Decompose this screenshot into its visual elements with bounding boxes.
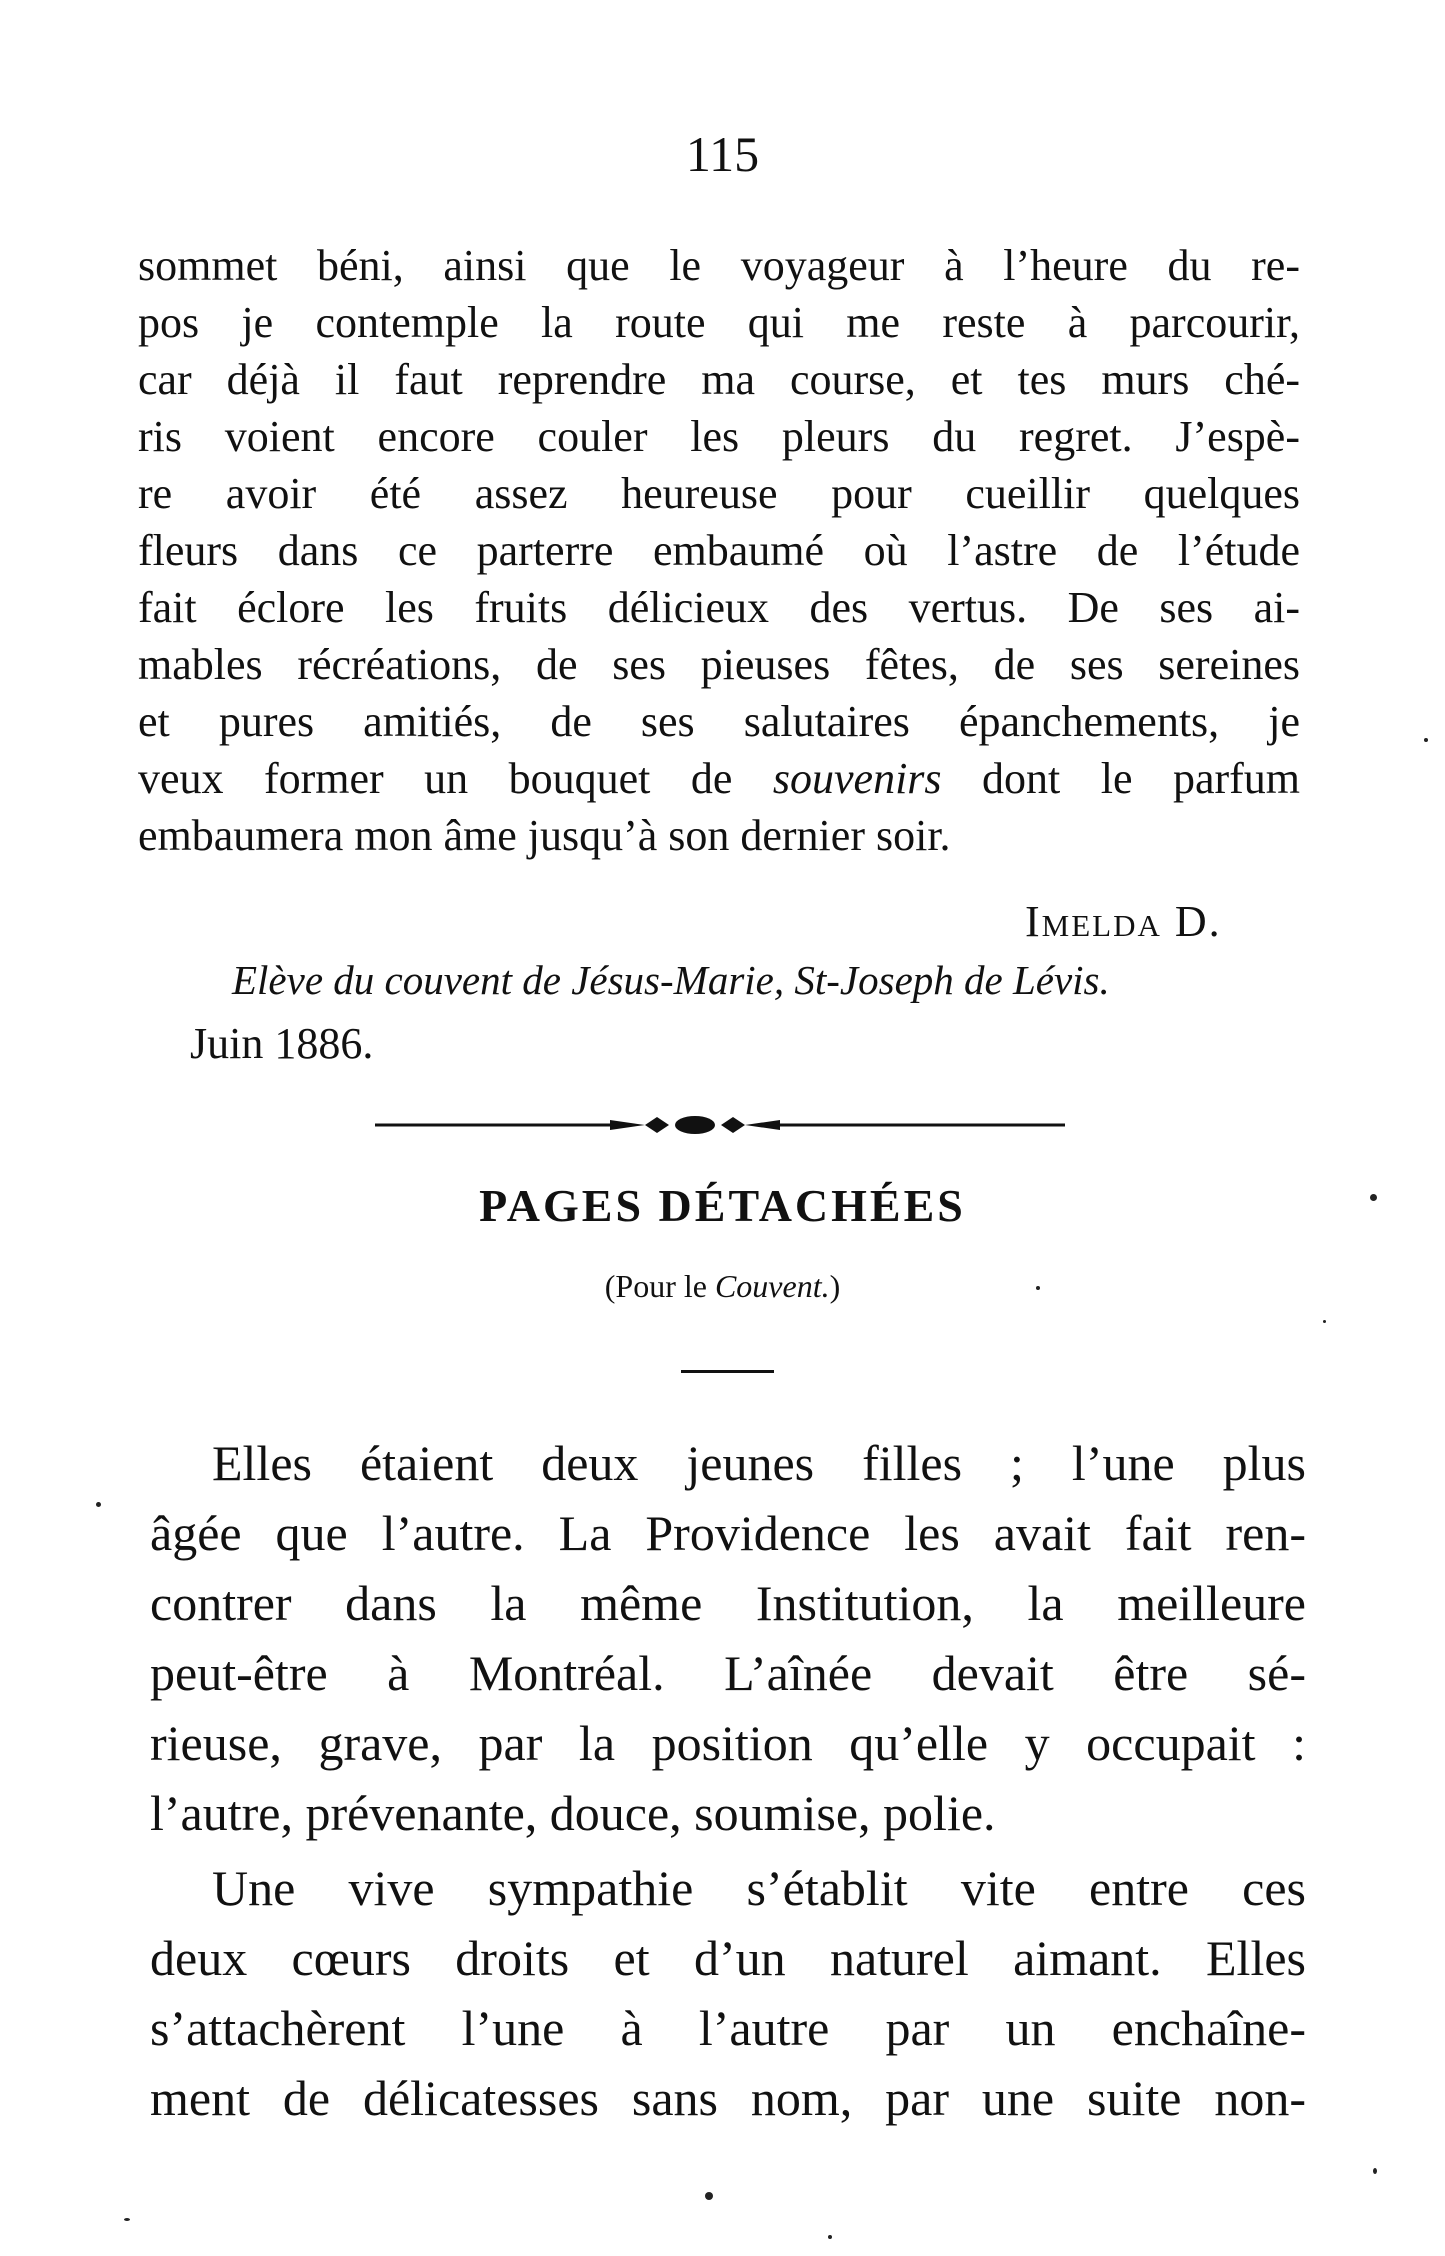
ink-speck xyxy=(124,2218,130,2221)
ink-speck xyxy=(1370,1194,1377,1201)
school-line: Elève du couvent de Jésus-Marie, St-Joseph de Lévis. xyxy=(232,957,1110,1003)
text-line: mables récréations, de ses pieuses fêtes, de ses sereines xyxy=(138,640,1300,689)
ink-speck xyxy=(1373,2168,1377,2174)
subtitle-text: (Pour le xyxy=(604,1268,715,1304)
date-line: Juin 1886. xyxy=(190,1019,374,1068)
text-line: embaumera mon âme jusqu’à son dernier soir. xyxy=(138,811,951,860)
text-line: et pures amitiés, de ses salutaires épanchements, je xyxy=(138,697,1300,746)
signature: Imelda D. xyxy=(1025,897,1222,946)
text-line xyxy=(138,754,1300,804)
section-title: PAGES DÉTACHÉES xyxy=(479,1180,966,1231)
ink-speck xyxy=(1036,1286,1040,1290)
text-line: ment de délicatesses sans nom, par une suite non- xyxy=(150,2070,1306,2126)
ink-speck xyxy=(1323,1320,1326,1323)
text-fragment: dont le parfum xyxy=(941,754,1300,803)
text-line: s’attachèrent l’une à l’autre par un enchaîne- xyxy=(150,2000,1306,2056)
text-line: peut-être à Montréal. L’aînée devait être sé- xyxy=(150,1645,1306,1701)
text-line: re avoir été assez heureuse pour cueillir quelques xyxy=(138,469,1300,518)
ink-speck xyxy=(96,1502,101,1507)
short-rule xyxy=(681,1370,774,1373)
text-line: pos je contemple la route qui me reste à parcourir, xyxy=(138,298,1300,347)
text-line: Elles étaient deux jeunes filles ; l’une plus xyxy=(212,1435,1306,1491)
text-fragment: veux former un bouquet de xyxy=(138,754,773,803)
text-line: contrer dans la même Institution, la meilleure xyxy=(150,1575,1306,1631)
text-line: sommet béni, ainsi que le voyageur à l’heure du re- xyxy=(138,241,1300,290)
text-line: l’autre, prévenante, douce, soumise, polie. xyxy=(150,1785,996,1841)
text-line: Une vive sympathie s’établit vite entre ces xyxy=(212,1860,1306,1916)
text-line: âgée que l’autre. La Providence les avait fait ren- xyxy=(150,1505,1306,1561)
text-line: fleurs dans ce parterre embaumé où l’astre de l’étude xyxy=(138,526,1300,575)
text-line: rieuse, grave, par la position qu’elle y occupait : xyxy=(150,1715,1306,1771)
ink-speck xyxy=(1424,738,1428,742)
page-number: 115 xyxy=(685,126,760,182)
text-line: fait éclore les fruits délicieux des vertus. De ses ai- xyxy=(138,583,1300,632)
italic-word: souvenirs xyxy=(772,754,942,803)
ornament-divider xyxy=(375,1105,1065,1145)
ink-speck xyxy=(705,2192,713,2200)
section-subtitle xyxy=(0,1266,1445,1306)
ink-speck xyxy=(828,2235,832,2239)
text-line: car déjà il faut reprendre ma course, et tes murs ché- xyxy=(138,355,1300,404)
subtitle-text: ) xyxy=(829,1268,841,1304)
text-line: deux cœurs droits et d’un naturel aimant. Elles xyxy=(150,1930,1306,1986)
subtitle-italic: Couvent. xyxy=(714,1268,830,1304)
text-line: ris voient encore couler les pleurs du regret. J’espè- xyxy=(138,412,1300,461)
